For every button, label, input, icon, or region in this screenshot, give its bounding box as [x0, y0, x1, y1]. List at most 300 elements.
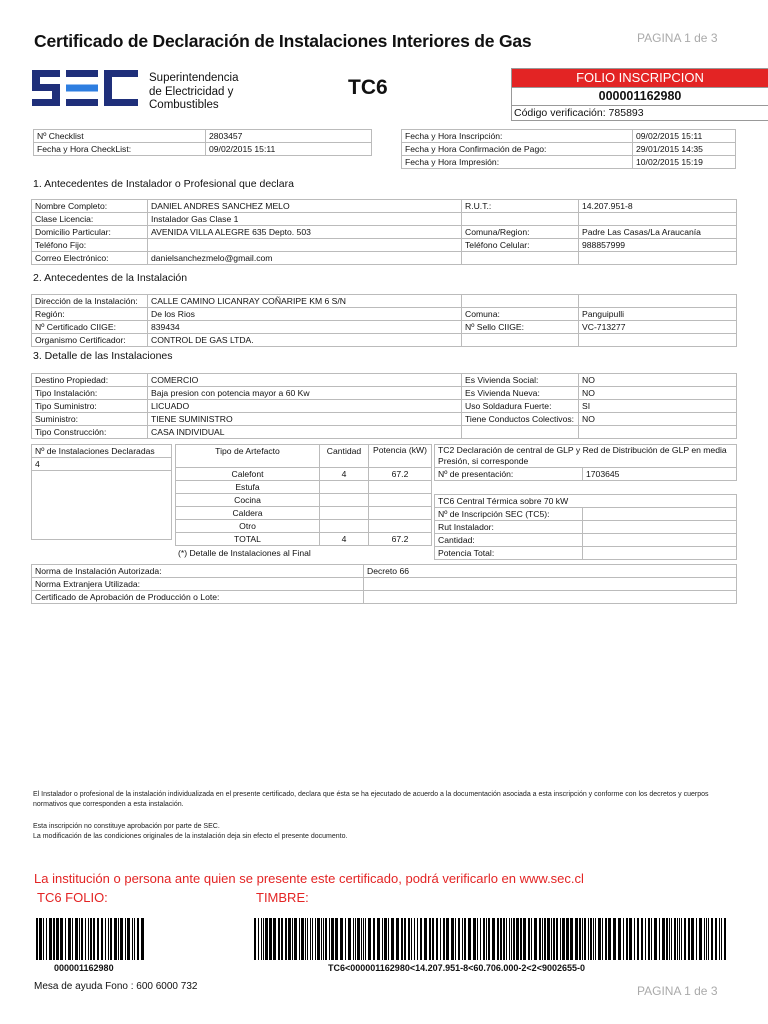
installer-table [31, 199, 737, 265]
artifact-power: 67.2 [369, 468, 432, 481]
field-value [583, 521, 737, 534]
barcode-bar [708, 918, 709, 960]
field-label: Organismo Certificador: [32, 334, 148, 347]
barcode-bar [420, 918, 422, 960]
field-value: 1703645 [583, 468, 737, 481]
artifact-type: Calefont [176, 468, 320, 481]
meta-value: 10/02/2015 15:19 [633, 156, 736, 169]
artifact-header: Potencia (kW) [369, 445, 432, 468]
barcode-bar [662, 918, 665, 960]
folio-label: FOLIO INSCRIPCION [512, 69, 768, 88]
barcode-bar [105, 918, 106, 960]
barcode-bar [321, 918, 322, 960]
field-label: Nº de Inscripción SEC (TC5): [435, 508, 583, 521]
barcode-bar [503, 918, 505, 960]
field-value [579, 334, 737, 347]
barcode-bar [645, 918, 646, 960]
form-code: TC6 [348, 76, 388, 99]
barcode-bar [634, 918, 635, 960]
barcode-bar [373, 918, 375, 960]
barcode-bar [432, 918, 434, 960]
barcode-bar [125, 918, 126, 960]
field-value: NO [579, 413, 737, 426]
barcode-bar [294, 918, 297, 960]
barcode-bar [588, 918, 589, 960]
artifact-header: Tipo de Artefacto [176, 445, 320, 468]
barcode-bar [553, 918, 555, 960]
barcode-bar [72, 918, 73, 960]
barcode-bar [719, 918, 720, 960]
barcode-bar [688, 918, 690, 960]
folio-barcode [36, 918, 148, 960]
barcode-bar [79, 918, 80, 960]
barcode-bar [56, 918, 59, 960]
barcode-bar [497, 918, 499, 960]
barcode-bar [582, 918, 583, 960]
installation-table [31, 294, 737, 347]
barcode-bar [488, 918, 490, 960]
barcode-bar [671, 918, 672, 960]
barcode-bar [265, 918, 268, 960]
field-value: AVENIDA VILLA ALEGRE 635 Depto. 503 [148, 226, 462, 239]
barcode-bar [595, 918, 596, 960]
barcode-bar [516, 918, 519, 960]
field-value: Decreto 66 [364, 565, 737, 578]
barcode-bar [696, 918, 697, 960]
field-label: Teléfono Celular: [462, 239, 579, 252]
barcode-bar [305, 918, 306, 960]
barcode-bar [292, 918, 293, 960]
field-value: NO [579, 387, 737, 400]
barcode-bar [473, 918, 476, 960]
field-label: Domicilio Particular: [32, 226, 148, 239]
org-line: de Electricidad y [149, 85, 234, 98]
tc2-title: TC2 Declaración de central de GLP y Red de Distribución de GLP en media Presión, si corresponde [435, 445, 737, 468]
tc5-table [434, 494, 737, 560]
field-value: CASA INDIVIDUAL [148, 426, 462, 439]
barcode-bar [357, 918, 360, 960]
barcode-bar [75, 918, 78, 960]
barcode-bar [602, 918, 603, 960]
barcode-bar [436, 918, 438, 960]
barcode-bar [542, 918, 543, 960]
artifacts-note: (*) Detalle de Instalaciones al Final [178, 548, 311, 558]
field-label: Nº de presentación: [435, 468, 583, 481]
barcode-bar [641, 918, 643, 960]
barcode-bar [43, 918, 44, 960]
barcode-bar [500, 918, 502, 960]
num-installations-table [31, 444, 172, 540]
barcode-bar [335, 918, 338, 960]
barcode-bar [468, 918, 471, 960]
field-label: Nº Certificado CIIGE: [32, 321, 148, 334]
barcode-bar [85, 918, 86, 960]
barcode-bar [721, 918, 722, 960]
barcode-bar [523, 918, 526, 960]
field-value: danielsanchezmelo@gmail.com [148, 252, 462, 265]
folio-number: 000001162980 [512, 88, 768, 106]
barcode-bar [626, 918, 628, 960]
barcode-bar [377, 918, 380, 960]
barcode-bar [711, 918, 713, 960]
artifact-power [369, 481, 432, 494]
barcode-bar [49, 918, 52, 960]
barcode-bar [593, 918, 594, 960]
barcode-bar [575, 918, 578, 960]
timbre-barcode-text: TC6<000001162980<14.207.951-8<60.706.000-2<2<9002655-0 [328, 963, 585, 973]
barcode-bar [629, 918, 632, 960]
declaration-text: El Instalador o profesional de la instalación individualizada en el presente certificado, declara que ésta se ha ejecutado de acuerdo a la documentación asociada a esta inscripción y conforme con los decretos y cuerpos normativos que corresponden a esta instalación. [33, 791, 709, 808]
artifacts-table [175, 444, 432, 546]
barcode-bar [355, 918, 356, 960]
barcode-bar [65, 918, 66, 960]
barcode-bar [273, 918, 276, 960]
barcode-bar [348, 918, 351, 960]
artifact-qty [320, 481, 369, 494]
norms-table [31, 564, 737, 604]
field-value: DANIEL ANDRES SANCHEZ MELO [148, 200, 462, 213]
field-value: NO [579, 374, 737, 387]
field-label: Norma de Instalación Autorizada: [32, 565, 364, 578]
disclaimer-line: La modificación de las condiciones originales de la instalación deja sin efecto el presente documento. [33, 832, 348, 840]
field-label [462, 334, 579, 347]
page-indicator-bottom: PAGINA 1 de 3 [637, 984, 718, 998]
barcode-bar [424, 918, 427, 960]
barcode-bar [401, 918, 403, 960]
barcode-bar [480, 918, 481, 960]
field-label: Es Vivienda Social: [462, 374, 579, 387]
field-value: VC-713277 [579, 321, 737, 334]
barcode-bar [440, 918, 441, 960]
barcode-bar [528, 918, 530, 960]
field-label: Uso Soldadura Fuerte: [462, 400, 579, 413]
field-value [579, 213, 737, 226]
timbre-label: TIMBRE: [256, 890, 309, 905]
artifact-header: Cantidad [320, 445, 369, 468]
field-label: Norma Extranjera Utilizada: [32, 578, 364, 591]
sec-logo [30, 66, 140, 110]
barcode-bar [674, 918, 676, 960]
barcode-bar [659, 918, 660, 960]
barcode-bar [137, 918, 139, 960]
barcode-bar [648, 918, 650, 960]
field-value: 14.207.951-8 [579, 200, 737, 213]
meta-value: 2803457 [206, 130, 372, 143]
barcode-bar [110, 918, 112, 960]
artifact-power [369, 520, 432, 533]
barcode-bar [81, 918, 83, 960]
field-label: Suministro: [32, 413, 148, 426]
barcode-bar [307, 918, 308, 960]
barcode-bar [566, 918, 569, 960]
barcode-bar [323, 918, 324, 960]
org-line: Combustibles [149, 99, 219, 111]
field-label [462, 252, 579, 265]
field-value: CONTROL DE GAS LTDA. [148, 334, 462, 347]
barcode-bar [141, 918, 144, 960]
barcode-bar [118, 918, 119, 960]
field-label: Potencia Total: [435, 547, 583, 560]
barcode-bar [715, 918, 717, 960]
artifact-power: 67.2 [369, 533, 432, 546]
meta-label: Fecha y Hora CheckList: [34, 143, 206, 156]
barcode-bar [669, 918, 670, 960]
barcode-bar [278, 918, 280, 960]
barcode-bar [677, 918, 678, 960]
barcode-bar [464, 918, 466, 960]
section-2-title: 2. Antecedentes de la Instalación [33, 272, 188, 284]
barcode-bar [562, 918, 565, 960]
barcode-bar [556, 918, 558, 960]
barcode-bar [704, 918, 705, 960]
org-line: Superintendencia [149, 72, 239, 84]
tc5-title: TC6 Central Térmica sobre 70 kW [435, 495, 737, 508]
barcode-bar [325, 918, 327, 960]
barcode-bar [53, 918, 55, 960]
field-value: Baja presion con potencia mayor a 60 Kw [148, 387, 462, 400]
folio-barcode-text: 000001162980 [54, 963, 114, 973]
barcode-bar [382, 918, 383, 960]
meta-label: Fecha y Hora Impresión: [402, 156, 633, 169]
org-name [149, 72, 239, 113]
barcode-bar [724, 918, 726, 960]
barcode-bar [462, 918, 463, 960]
num-installations-value: 4 [32, 458, 172, 471]
field-label: Comuna/Region: [462, 226, 579, 239]
meta-value: 09/02/2015 15:11 [206, 143, 372, 156]
barcode-bar [684, 918, 686, 960]
meta-value: 29/01/2015 14:35 [633, 143, 736, 156]
barcode-bar [477, 918, 478, 960]
barcode-bar [384, 918, 387, 960]
meta-label: Fecha y Hora Confirmación de Pago: [402, 143, 633, 156]
barcode-bar [492, 918, 495, 960]
barcode-bar [365, 918, 366, 960]
field-label: Tiene Conductos Colectivos: [462, 413, 579, 426]
verification-code: Código verificación: 785893 [514, 107, 644, 119]
barcode-bar [506, 918, 507, 960]
barcode-bar [315, 918, 316, 960]
barcode-bar [39, 918, 42, 960]
barcode-bar [285, 918, 287, 960]
barcode-bar [608, 918, 611, 960]
field-label [462, 426, 579, 439]
field-value: TIENE SUMINISTRO [148, 413, 462, 426]
barcode-bar [681, 918, 682, 960]
disclaimer-line: Esta inscripción no constituye aprobación por parte de SEC. [33, 823, 220, 830]
barcode-bar [551, 918, 552, 960]
artifact-qty: 4 [320, 468, 369, 481]
barcode-bar [579, 918, 581, 960]
field-label: Dirección de la Instalación: [32, 295, 148, 308]
empty-cell [32, 471, 172, 540]
field-value: LICUADO [148, 400, 462, 413]
field-value: CALLE CAMINO LICANRAY COÑARIPE KM 6 S/N [148, 295, 462, 308]
field-value: De los Rios [148, 308, 462, 321]
field-label: Certificado de Aprobación de Producción o Lote: [32, 591, 364, 604]
barcode-bar [263, 918, 264, 960]
barcode-bar [90, 918, 92, 960]
barcode-bar [134, 918, 135, 960]
barcode-bar [388, 918, 389, 960]
artifact-qty [320, 494, 369, 507]
field-value [583, 534, 737, 547]
tc6-folio-label: TC6 FOLIO: [37, 890, 108, 905]
barcode-bar [108, 918, 109, 960]
barcode-bar [396, 918, 399, 960]
artifact-power [369, 507, 432, 520]
field-label: R.U.T.: [462, 200, 579, 213]
barcode-bar [254, 918, 256, 960]
barcode-bar [605, 918, 607, 960]
barcode-bar [544, 918, 546, 960]
field-label: Cantidad: [435, 534, 583, 547]
barcode-bar [281, 918, 283, 960]
field-label [462, 213, 579, 226]
barcode-bar [312, 918, 313, 960]
barcode-bar [637, 918, 639, 960]
verify-text: La institución o persona ante quien se presente este certificado, podrá verificarlo en www.sec.cl [34, 871, 584, 886]
barcode-bar [590, 918, 592, 960]
artifact-type: Cocina [176, 494, 320, 507]
meta-label: Nº Checklist [34, 130, 206, 143]
barcode-bar [391, 918, 394, 960]
artifact-type: Estufa [176, 481, 320, 494]
barcode-bar [404, 918, 406, 960]
barcode-bar [691, 918, 694, 960]
help-desk: Mesa de ayuda Fono : 600 6000 732 [34, 981, 198, 992]
barcode-bar [353, 918, 354, 960]
barcode-bar [258, 918, 259, 960]
barcode-bar [68, 918, 71, 960]
field-label [462, 295, 579, 308]
artifact-qty [320, 520, 369, 533]
barcode-bar [60, 918, 63, 960]
page-title: Certificado de Declaración de Instalaciones Interiores de Gas [34, 31, 532, 51]
barcode-bar [513, 918, 515, 960]
field-value: 839434 [148, 321, 462, 334]
barcode-bar [651, 918, 652, 960]
barcode-bar [654, 918, 657, 960]
artifact-type: Otro [176, 520, 320, 533]
barcode-bar [666, 918, 668, 960]
field-value: Instalador Gas Clase 1 [148, 213, 462, 226]
barcode-bar [455, 918, 456, 960]
barcode-bar [451, 918, 454, 960]
barcode-bar [97, 918, 99, 960]
barcode-bar [340, 918, 343, 960]
barcode-bar [560, 918, 561, 960]
barcode-bar [408, 918, 410, 960]
field-value [583, 547, 737, 560]
meta-value: 09/02/2015 15:11 [633, 130, 736, 143]
barcode-bar [570, 918, 573, 960]
details-table [31, 373, 737, 439]
disclaimer-text [33, 822, 738, 841]
barcode-bar [288, 918, 291, 960]
barcode-bar [101, 918, 103, 960]
barcode-bar [618, 918, 621, 960]
field-value: SI [579, 400, 737, 413]
barcode-bar [329, 918, 330, 960]
barcode-bar [36, 918, 38, 960]
field-value [579, 252, 737, 265]
barcode-bar [88, 918, 89, 960]
barcode-bar [120, 918, 123, 960]
field-value [364, 578, 737, 591]
barcode-bar [509, 918, 510, 960]
field-label: Región: [32, 308, 148, 321]
num-installations-label: Nº de Instalaciones Declaradas [32, 445, 172, 458]
field-label: Clase Licencia: [32, 213, 148, 226]
barcode-bar [531, 918, 532, 960]
barcode-bar [414, 918, 415, 960]
field-label: Es Vivienda Nueva: [462, 387, 579, 400]
field-label: Nº Sello CIIGE: [462, 321, 579, 334]
barcode-bar [429, 918, 431, 960]
barcode-bar [679, 918, 680, 960]
barcode-bar [446, 918, 449, 960]
section-1-title: 1. Antecedentes de Instalador o Profesional que declara [33, 178, 294, 190]
barcode-bar [598, 918, 601, 960]
barcode-bar [511, 918, 512, 960]
artifact-power [369, 494, 432, 507]
section-3-title: 3. Detalle de las Instalaciones [33, 350, 173, 362]
barcode-bar [706, 918, 707, 960]
field-label: Rut Instalador: [435, 521, 583, 534]
barcode-bar [301, 918, 304, 960]
barcode-bar [331, 918, 334, 960]
field-value: Panguipulli [579, 308, 737, 321]
barcode-bar [46, 918, 47, 960]
barcode-bar [584, 918, 586, 960]
artifact-type: TOTAL [176, 533, 320, 546]
field-label: Tipo Construcción: [32, 426, 148, 439]
barcode-bar [127, 918, 130, 960]
artifact-qty: 4 [320, 533, 369, 546]
field-value [579, 295, 737, 308]
barcode-bar [458, 918, 460, 960]
barcode-bar [310, 918, 311, 960]
checklist-table [33, 129, 372, 156]
field-value [148, 239, 462, 252]
field-value [364, 591, 737, 604]
barcode-bar [539, 918, 541, 960]
field-label: Destino Propiedad: [32, 374, 148, 387]
barcode-bar [345, 918, 346, 960]
page-indicator-top: PAGINA 1 de 3 [637, 31, 718, 45]
barcode-bar [363, 918, 364, 960]
tc2-table [434, 444, 737, 481]
barcode-bar [699, 918, 702, 960]
barcode-bar [520, 918, 522, 960]
barcode-bar [368, 918, 371, 960]
barcode-bar [261, 918, 262, 960]
barcode-bar [613, 918, 616, 960]
field-label: Comuna: [462, 308, 579, 321]
timbre-barcode [254, 918, 730, 960]
field-value: COMERCIO [148, 374, 462, 387]
barcode-bar [486, 918, 487, 960]
field-value: 988857999 [579, 239, 737, 252]
field-value: Padre Las Casas/La Araucanía [579, 226, 737, 239]
barcode-bar [443, 918, 445, 960]
barcode-bar [547, 918, 550, 960]
barcode-bar [299, 918, 300, 960]
barcode-bar [269, 918, 272, 960]
field-value [579, 426, 737, 439]
barcode-bar [623, 918, 624, 960]
